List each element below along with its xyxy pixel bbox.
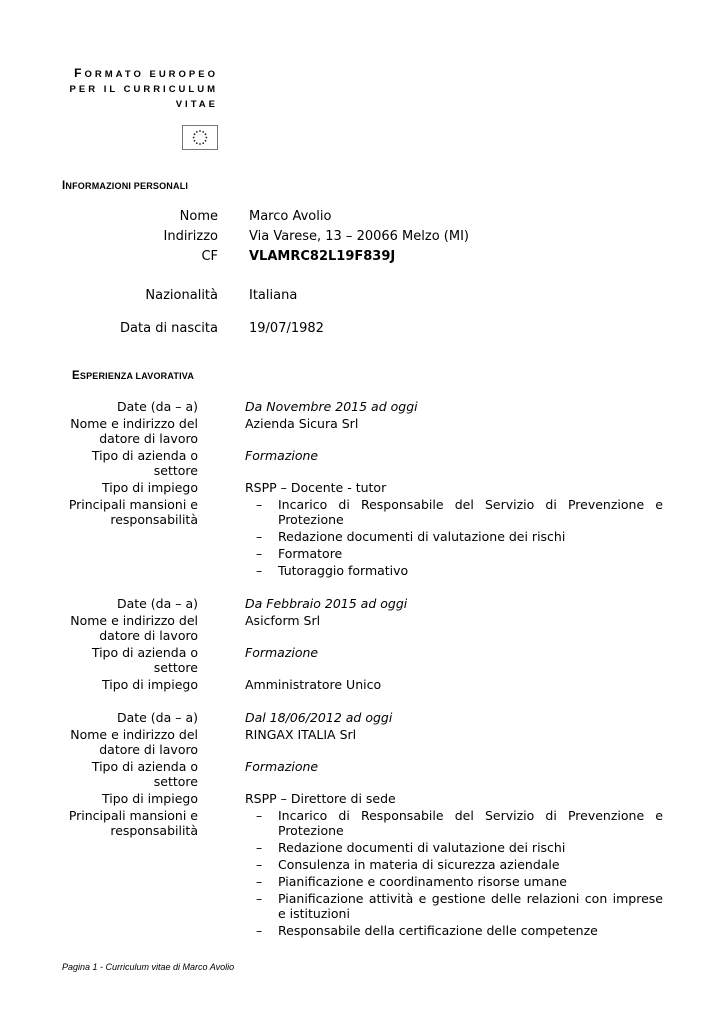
dates-label: Date (da – a) bbox=[116, 596, 198, 611]
dates-value: Dal 18/06/2012 ad oggi bbox=[245, 710, 393, 725]
sector-label bbox=[48, 759, 198, 789]
label-line: responsabilità bbox=[110, 823, 198, 838]
label-line: settore bbox=[153, 774, 198, 789]
sector-label bbox=[48, 448, 198, 478]
dates-label: Date (da – a) bbox=[116, 710, 198, 725]
name-label: Nome bbox=[179, 209, 218, 224]
list-item: – Redazione documenti di valutazione dei rischi bbox=[245, 840, 663, 855]
list-item: – Responsabile della certificazione delle competenze bbox=[245, 923, 663, 938]
list-item: – Formatore bbox=[245, 546, 663, 561]
dates-value: Da Febbraio 2015 ad oggi bbox=[245, 596, 408, 611]
address-label: Indirizzo bbox=[163, 229, 218, 244]
label-line: settore bbox=[153, 660, 198, 675]
label-line: Tipo di azienda o bbox=[91, 448, 198, 463]
sector-value: Formazione bbox=[245, 645, 319, 660]
list-item: – Redazione documenti di valutazione dei rischi bbox=[245, 529, 663, 544]
list-item: – Pianificazione e coordinamento risorse umane bbox=[245, 874, 663, 889]
title-line-3: VITAE bbox=[175, 99, 218, 110]
page-footer: Pagina 1 - Curriculum vitae di Marco Avolio bbox=[62, 962, 235, 972]
label-line: Principali mansioni e bbox=[68, 808, 198, 823]
name-value: Marco Avolio bbox=[249, 209, 332, 224]
label-line: datore di lavoro bbox=[99, 742, 198, 757]
list-item: – Incarico di Responsabile del Servizio di Prevenzione e Protezione bbox=[245, 808, 663, 838]
duties-label bbox=[48, 808, 198, 838]
job-type-label: Tipo di impiego bbox=[102, 480, 198, 495]
employer-label bbox=[48, 613, 198, 643]
eu-flag-logo bbox=[182, 125, 218, 150]
list-item: – Consulenza in materia di sicurezza aziendale bbox=[245, 857, 663, 872]
heading-text: SPERIENZA LAVORATIVA bbox=[79, 371, 195, 381]
sector-value: Formazione bbox=[245, 448, 319, 463]
title-line-1: ORMATO EUROPEO bbox=[84, 69, 218, 80]
work-experience-heading bbox=[72, 370, 194, 382]
employer-label bbox=[48, 416, 198, 446]
birthdate-label: Data di nascita bbox=[120, 321, 218, 336]
address-value: Via Varese, 13 – 20066 Melzo (MI) bbox=[249, 229, 469, 244]
label-line: responsabilità bbox=[110, 512, 198, 527]
duties-label bbox=[48, 497, 198, 527]
label-line: Tipo di azienda o bbox=[91, 645, 198, 660]
sector-value: Formazione bbox=[245, 759, 319, 774]
cv-format-title bbox=[70, 66, 218, 112]
job-type-value: RSPP – Direttore di sede bbox=[245, 791, 396, 806]
birthdate-value: 19/07/1982 bbox=[249, 321, 324, 336]
label-line: Nome e indirizzo del bbox=[70, 416, 198, 431]
heading-initial: I bbox=[62, 180, 66, 192]
title-initial: F bbox=[74, 66, 85, 80]
job-type-value: Amministratore Unico bbox=[245, 677, 382, 692]
label-line: Nome e indirizzo del bbox=[70, 727, 198, 742]
heading-text: NFORMAZIONI PERSONALI bbox=[65, 181, 189, 191]
employer-value: RINGAX ITALIA Srl bbox=[245, 727, 357, 742]
duties-list bbox=[245, 497, 663, 580]
cf-value: VLAMRC82L19F839J bbox=[249, 249, 396, 264]
label-line: settore bbox=[153, 463, 198, 478]
job-type-label: Tipo di impiego bbox=[102, 791, 198, 806]
nationality-label: Nazionalità bbox=[145, 288, 218, 303]
employer-value: Azienda Sicura Srl bbox=[245, 416, 359, 431]
cf-label: CF bbox=[201, 249, 218, 264]
list-item: – Incarico di Responsabile del Servizio di Prevenzione e Protezione bbox=[245, 497, 663, 527]
title-line-2: PER IL CURRICULUM bbox=[69, 84, 218, 95]
heading-initial: E bbox=[72, 370, 80, 382]
job-type-value: RSPP – Docente - tutor bbox=[245, 480, 387, 495]
personal-info-heading bbox=[62, 180, 188, 192]
list-item: – Tutoraggio formativo bbox=[245, 563, 663, 578]
label-line: Principali mansioni e bbox=[68, 497, 198, 512]
nationality-value: Italiana bbox=[249, 288, 298, 303]
eu-stars-icon bbox=[183, 126, 217, 149]
job-type-label: Tipo di impiego bbox=[102, 677, 198, 692]
dates-label: Date (da – a) bbox=[116, 399, 198, 414]
label-line: Nome e indirizzo del bbox=[70, 613, 198, 628]
label-line: datore di lavoro bbox=[99, 431, 198, 446]
employer-value: Asicform Srl bbox=[245, 613, 321, 628]
dates-value: Da Novembre 2015 ad oggi bbox=[245, 399, 418, 414]
sector-label bbox=[48, 645, 198, 675]
duties-list bbox=[245, 808, 663, 940]
label-line: datore di lavoro bbox=[99, 628, 198, 643]
employer-label bbox=[48, 727, 198, 757]
list-item: – Pianificazione attività e gestione delle relazioni con imprese e istituzioni bbox=[245, 891, 663, 921]
label-line: Tipo di azienda o bbox=[91, 759, 198, 774]
